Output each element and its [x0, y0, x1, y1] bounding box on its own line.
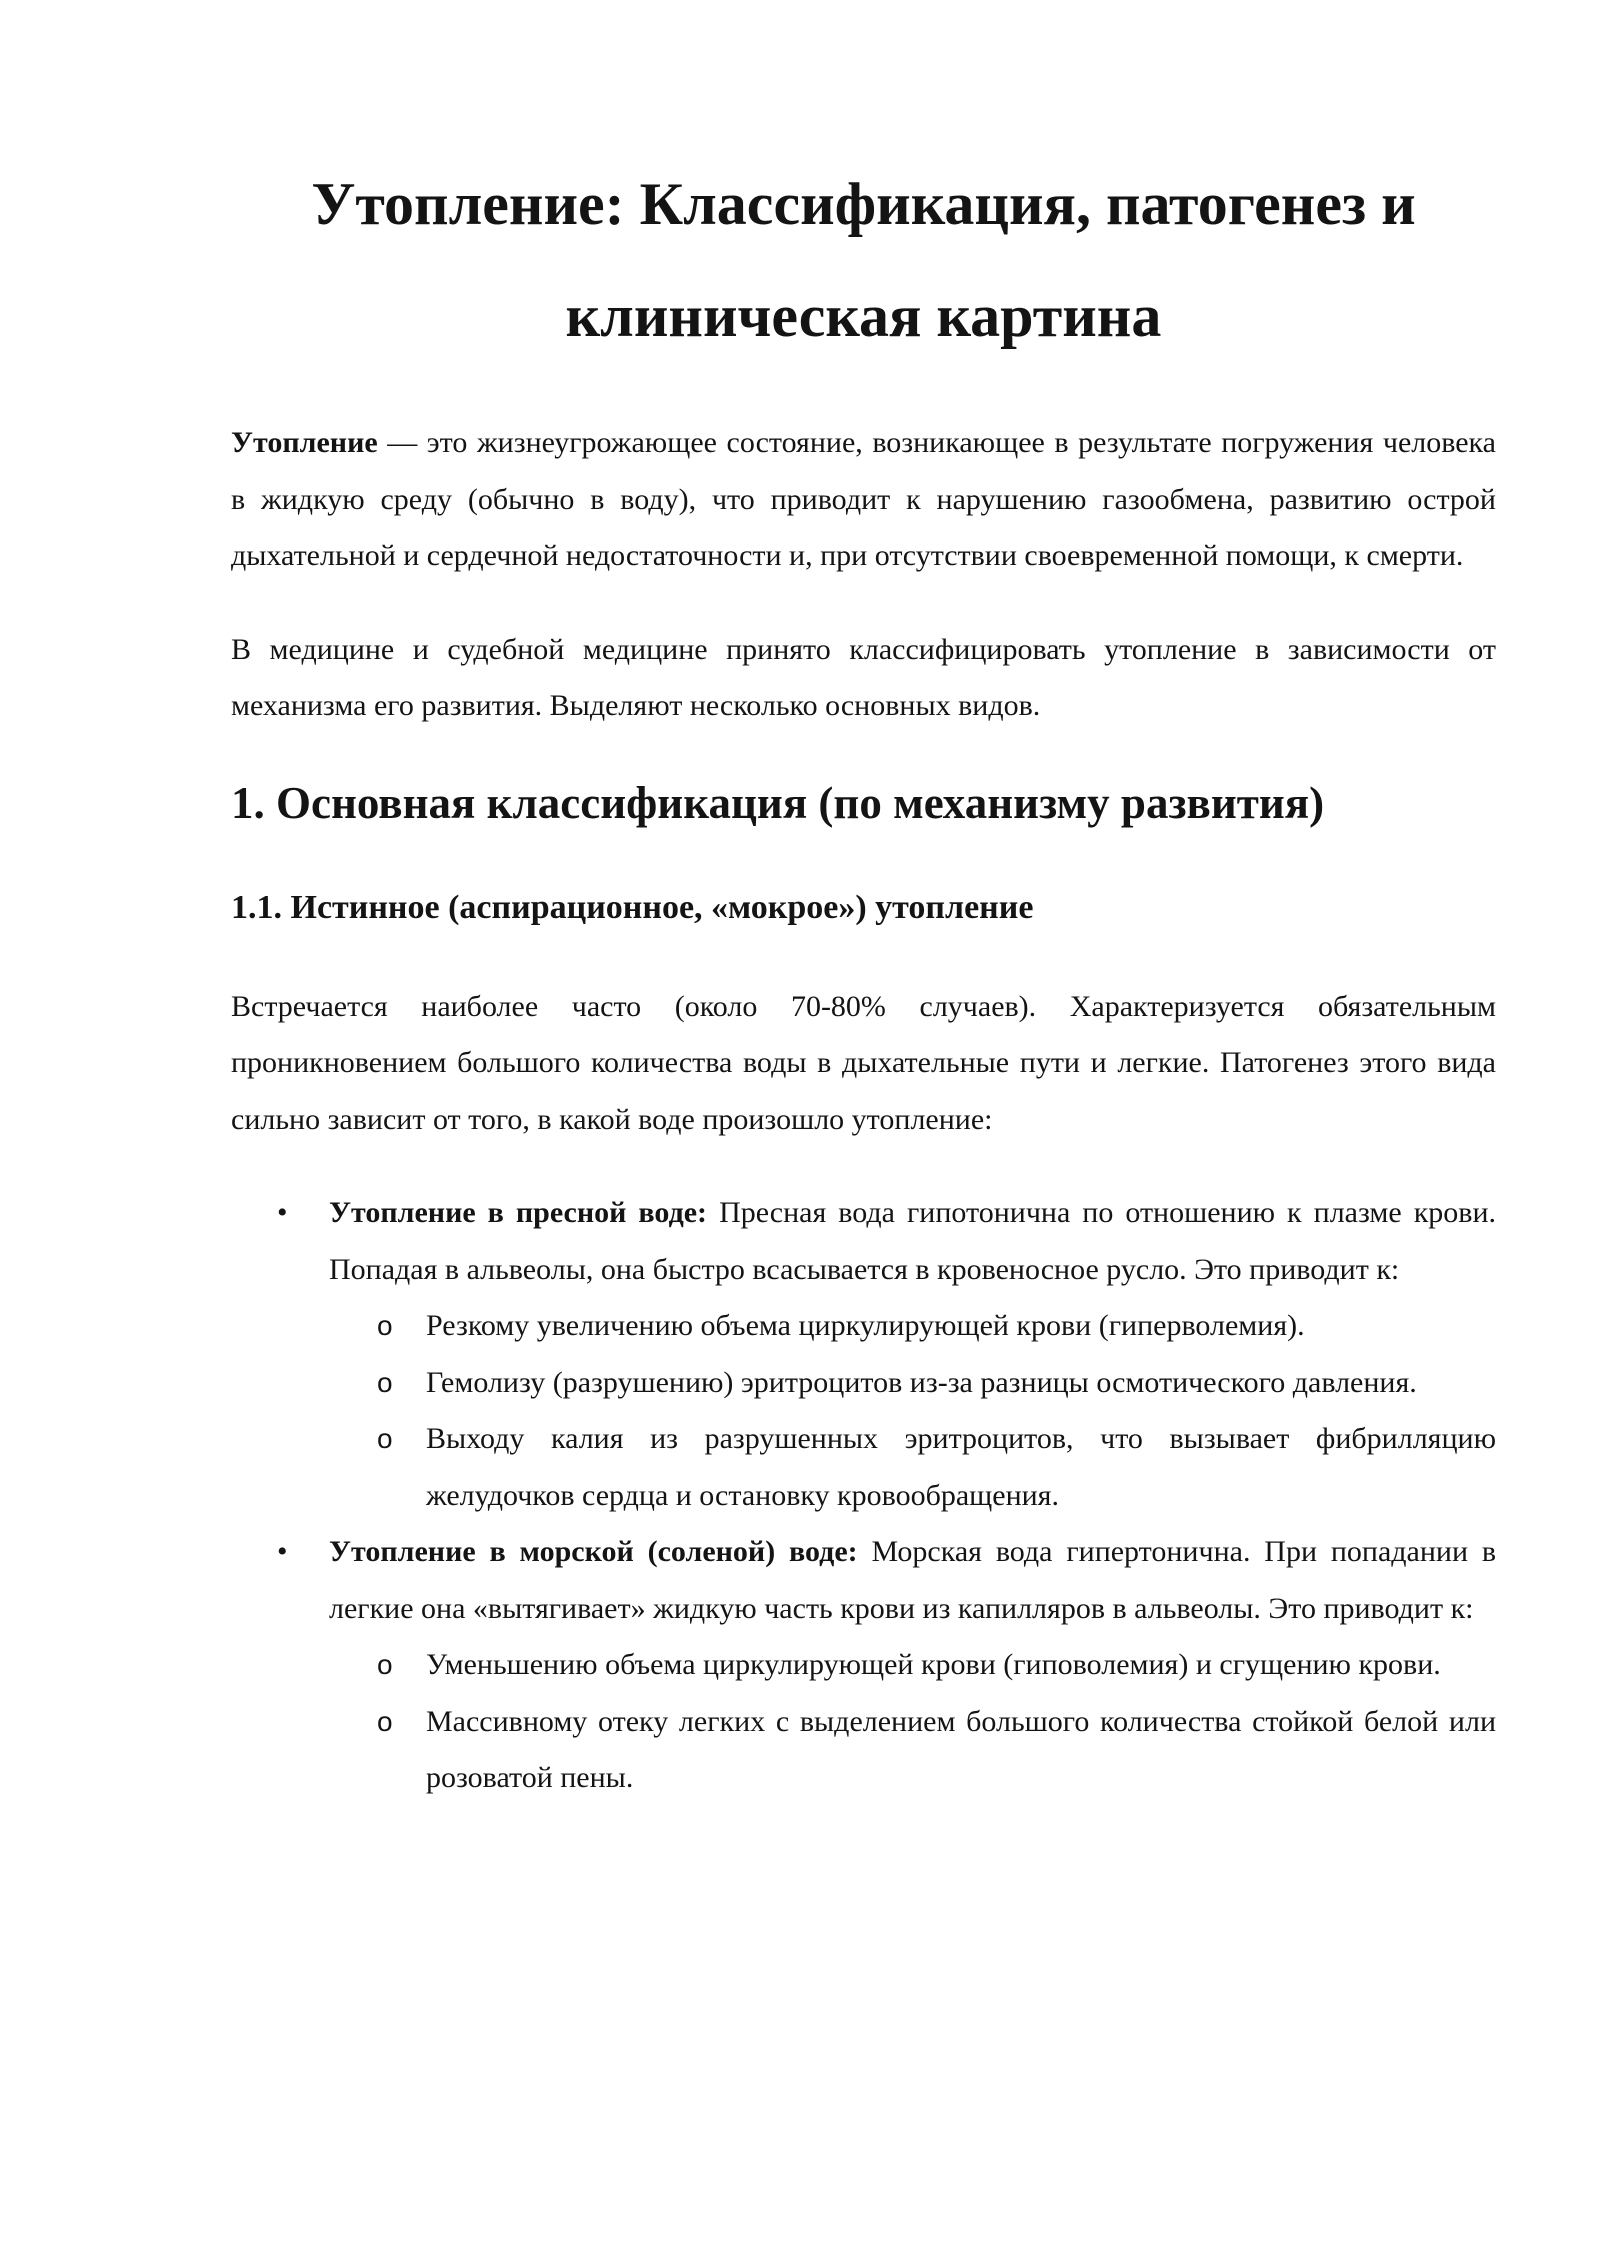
true-drowning-paragraph: Встречается наиболее часто (около 70-80% случаев). Характеризуется обязательным проникновением большого количества воды в дыхательные пути и легкие. Патогенез этого вида сильно зависит от того, в какой воде произошло утопление: [231, 989, 1496, 1136]
sub-list-item [329, 1298, 1496, 1355]
circle-bullet-icon: o [377, 1423, 393, 1454]
sub-list-item-text: Уменьшению объема циркулирующей крови (гиповолемия) и сгущению крови. [426, 1648, 1441, 1681]
sub-list-item [329, 1411, 1496, 1524]
list-item-label: Утопление в пресной воде: [329, 1196, 708, 1229]
list-item-text [329, 1185, 1496, 1298]
sub-list-item-text: Массивному отеку легких с выделением большого количества стойкой белой или розоватой пены. [426, 1704, 1496, 1794]
list-item-sea-water [231, 1524, 1496, 1807]
list-item-body: Морская вода гипертонична. При попадании в легкие она «вытягивает» жидкую часть крови из капилляров в альвеолы. Это приводит к: [329, 1535, 1497, 1625]
intro-paragraph [231, 415, 1496, 585]
list-item-fresh-water [231, 1185, 1496, 1524]
list-item-text [329, 1524, 1496, 1637]
circle-bullet-icon: o [377, 1366, 393, 1398]
bullet-icon: • [277, 1535, 288, 1568]
bullet-icon: • [277, 1196, 288, 1229]
sub-list-item [329, 1355, 1496, 1412]
intro-term: Утопление [231, 426, 378, 459]
sub-list-item [329, 1637, 1496, 1694]
circle-bullet-icon: o [377, 1649, 393, 1680]
drowning-types-list [231, 1185, 1496, 1807]
classification-paragraph: В медицине и судебной медицине принято классифицировать утопление в зависимости от механизма его развития. Выделяют несколько основных видов. [231, 632, 1496, 722]
sea-water-effects-list [329, 1637, 1496, 1807]
list-item-label: Утопление в морской (соленой) воде: [329, 1535, 858, 1568]
fresh-water-effects-list [329, 1298, 1496, 1524]
document-page [231, 0, 1496, 1807]
sub-list-item-text: Гемолизу (разрушению) эритроцитов из-за разницы осмотического давления. [426, 1365, 1417, 1399]
subsection-1-1-heading: 1.1. Истинное (аспирационное, «мокрое») утопление [231, 888, 1034, 926]
sub-list-item-text: Резкому увеличению объема циркулирующей крови (гиперволемия). [426, 1309, 1305, 1342]
sub-list-item-text: Выходу калия из разрушенных эритроцитов, что вызывает фибрилляцию желудочков сердца и остановку кровообращения. [426, 1422, 1496, 1512]
sub-list-item [329, 1694, 1496, 1807]
document-title-line-2: клиническая картина [565, 283, 1162, 349]
intro-text: — это жизнеугрожающее состояние, возникающее в результате погружения человека в жидкую среду (обычно в воду), что приводит к нарушению газообмена, развитию острой дыхательной и сердечной недостаточности и, при отсутствии своевременной помощи, к смерти. [231, 426, 1496, 572]
document-title-line-1: Утопление: Классификация, патогенез и [311, 171, 1416, 237]
list-item-body: Пресная вода гипотонична по отношению к плазме крови. Попадая в альвеолы, она быстро всасывается в кровеносное русло. Это приводит к: [329, 1196, 1497, 1286]
document-title [231, 148, 1496, 372]
circle-bullet-icon: o [377, 1705, 393, 1737]
circle-bullet-icon: o [377, 1310, 393, 1341]
section-1-heading: 1. Основная классификация (по механизму развития) [231, 777, 1325, 828]
